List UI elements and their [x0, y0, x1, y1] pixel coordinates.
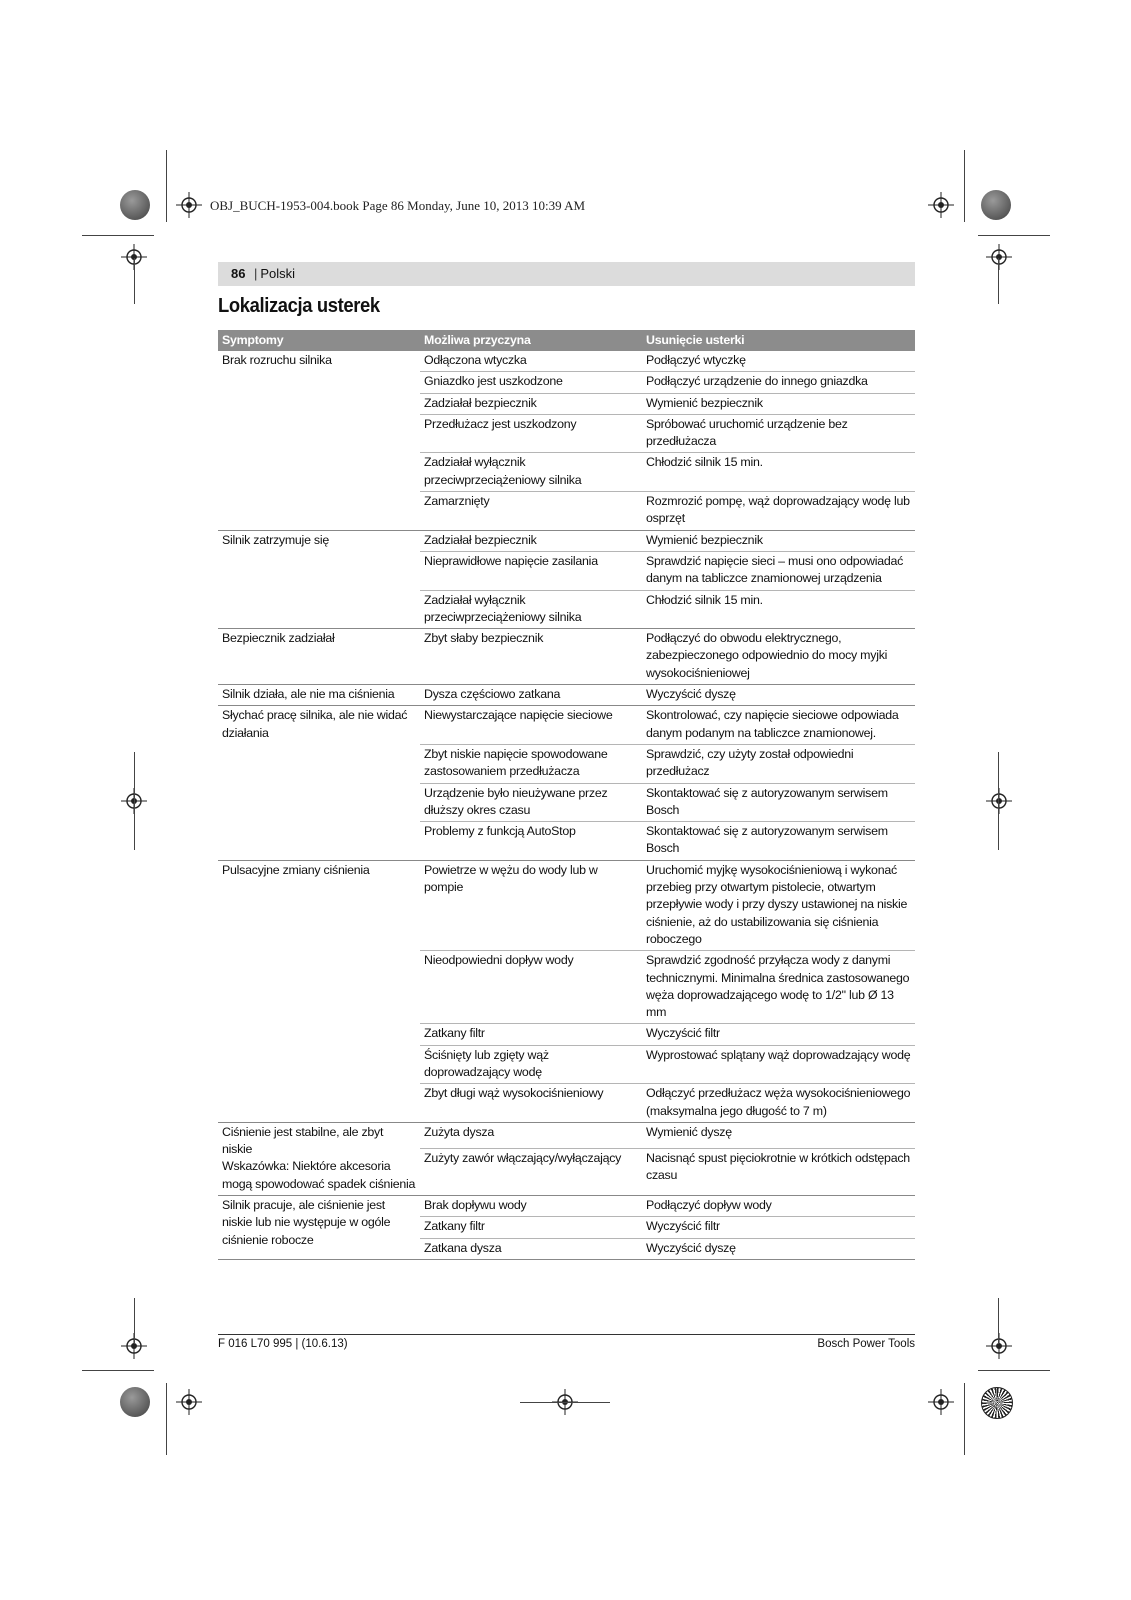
remedy-cell: Skontrolować, czy napięcie sieciowe odpowiada danym podanym na tabliczce znamionowej.: [642, 706, 915, 745]
symptom-text: Brak rozruchu silnika: [222, 353, 332, 367]
remedy-cell: Sprawdzić zgodność przyłącza wody z danymi technicznymi. Minimalna średnica zastosowanego węża doprowadzającego wodę to 1/2" lub Ø 13 mm: [642, 951, 915, 1024]
table-row: [218, 685, 915, 706]
cause-cell: Zamarznięty: [420, 492, 642, 531]
symptom-text: Silnik zatrzymuje się: [222, 532, 329, 547]
cause-cell: Zbyt niskie napięcie spowodowane zastosowaniem przedłużacza: [420, 744, 642, 783]
page-header-band: [218, 262, 915, 286]
cause-cell: Nieprawidłowe napięcie zasilania: [420, 551, 642, 590]
page-number: 86: [231, 266, 246, 281]
symptom-text: Pulsacyjne zmiany ciśnienia: [222, 862, 370, 877]
remedy-cell: Podłączyć urządzenie do innego gniazdka: [642, 372, 915, 393]
table-row: [218, 530, 915, 551]
remedy-cell: Wyczyścić dyszę: [642, 685, 915, 706]
table-row: [218, 351, 915, 372]
symptom-cell: [218, 685, 420, 706]
cause-cell: Zatkany filtr: [420, 1217, 642, 1238]
remedy-cell: Wymienić bezpiecznik: [642, 393, 915, 414]
color-ball-icon: [120, 190, 150, 220]
table-body: [218, 351, 915, 1259]
color-ball-icon: [120, 1387, 150, 1417]
cause-cell: Ściśnięty lub zgięty wąż doprowadzający wodę: [420, 1045, 642, 1084]
remedy-cell: Podłączyć dopływ wody: [642, 1196, 915, 1217]
cause-cell: Zadziałał bezpiecznik: [420, 393, 642, 414]
remedy-cell: Wymienić dyszę: [642, 1122, 915, 1148]
cause-cell: Zbyt długi wąż wysokociśnieniowy: [420, 1084, 642, 1123]
cause-cell: Zatkany filtr: [420, 1024, 642, 1045]
column-header-cause: Możliwa przyczyna: [420, 330, 642, 351]
symptom-cell: [218, 706, 420, 860]
remedy-cell: Podłączyć do obwodu elektrycznego, zabezpieczonego odpowiednio do mocy myjki wysokociśnieniowej: [642, 629, 915, 685]
print-info: OBJ_BUCH-1953-004.book Page 86 Monday, June 10, 2013 10:39 AM: [210, 198, 586, 213]
cause-cell: Dysza częściowo zatkana: [420, 685, 642, 706]
remedy-cell: Wymienić bezpiecznik: [642, 530, 915, 551]
remedy-cell: Podłączyć wtyczkę: [642, 351, 915, 372]
color-ball-icon: [981, 190, 1011, 220]
cause-cell: Urządzenie było nieużywane przez dłuższy okres czasu: [420, 783, 642, 822]
registration-mark-icon: [176, 1389, 202, 1415]
table-row: [218, 1122, 915, 1148]
symptom-cell: [218, 1196, 420, 1260]
remedy-cell: Chłodzić silnik 15 min.: [642, 590, 915, 629]
cause-cell: Zbyt słaby bezpiecznik: [420, 629, 642, 685]
symptom-text: Bezpiecznik zadziałał: [222, 631, 335, 646]
page-title: Lokalizacja usterek: [218, 295, 380, 317]
remedy-cell: Sprawdzić napięcie sieci – musi ono odpowiadać danym na tabliczce znamionowej urządzenia: [642, 551, 915, 590]
remedy-cell: Odłączyć przedłużacz węża wysokociśnieniowego (maksymalna jego długość to 7 m): [642, 1084, 915, 1123]
remedy-cell: Chłodzić silnik 15 min.: [642, 453, 915, 492]
footer-rule: [218, 1334, 915, 1335]
registration-mark-icon: [986, 244, 1012, 270]
remedy-cell: Wyczyścić filtr: [642, 1217, 915, 1238]
cause-cell: Zadziałał wyłącznik przeciwprzeciążeniowy silnika: [420, 590, 642, 629]
registration-mark-icon: [176, 192, 202, 218]
cause-cell: Przedłużacz jest uszkodzony: [420, 414, 642, 453]
cause-cell: Odłączona wtyczka: [420, 351, 642, 372]
footer-doc-number: F 016 L70 995 | (10.6.13): [218, 1338, 348, 1350]
remedy-cell: Uruchomić myjkę wysokociśnieniową i wykonać przebieg przy otwartym pistolecie, otwartym przepływie wody i przy dyszy ustawionej na niskie ciśnienie, aż do ustabilizowania się ciśnienia roboczego: [642, 860, 915, 950]
cause-cell: Niewystarczające napięcie sieciowe: [420, 706, 642, 745]
symptom-text: Silnik działa, ale nie ma ciśnienia: [222, 687, 395, 702]
cause-cell: Problemy z funkcją AutoStop: [420, 822, 642, 861]
cause-cell: Zużyty zawór włączający/wyłączający: [420, 1148, 642, 1195]
remedy-cell: Wyprostować splątany wąż doprowadzający wodę: [642, 1045, 915, 1084]
remedy-cell: Wyczyścić filtr: [642, 1024, 915, 1045]
registration-mark-icon: [928, 192, 954, 218]
starburst-target-icon: [981, 1387, 1013, 1419]
symptom-text: Silnik pracuje, ale ciśnienie jest niskie lub nie występuje w ogóle ciśnienie robocze: [222, 1198, 391, 1247]
remedy-cell: Sprawdzić, czy użyty został odpowiedni przedłużacz: [642, 744, 915, 783]
cause-cell: Zużyta dysza: [420, 1122, 642, 1148]
registration-mark-icon: [986, 788, 1012, 814]
remedy-cell: Spróbować uruchomić urządzenie bez przedłużacza: [642, 414, 915, 453]
symptom-cell: [218, 860, 420, 1122]
cause-cell: Gniazdko jest uszkodzone: [420, 372, 642, 393]
cause-cell: Brak dopływu wody: [420, 1196, 642, 1217]
symptom-text: Wskazówka: Niektóre akcesoria mogą spowodować spadek ciśnienia: [222, 1159, 416, 1191]
cause-cell: Zatkana dysza: [420, 1238, 642, 1259]
remedy-cell: Nacisnąć spust pięciokrotnie w krótkich odstępach czasu: [642, 1148, 915, 1195]
symptom-cell: [218, 351, 420, 530]
symptom-text: Słychać pracę silnika, ale nie widać działania: [222, 708, 408, 740]
registration-mark-icon: [986, 1333, 1012, 1359]
remedy-cell: Skontaktować się z autoryzowanym serwisem Bosch: [642, 822, 915, 861]
section-language: | Polski: [254, 266, 295, 281]
cause-cell: Zadziałał wyłącznik przeciwprzeciążeniowy silnika: [420, 453, 642, 492]
symptom-cell: [218, 530, 420, 628]
symptom-cell: [218, 1122, 420, 1195]
remedy-cell: Rozmrozić pompę, wąż doprowadzający wodę lub osprzęt: [642, 492, 915, 531]
cause-cell: Nieodpowiedni dopływ wody: [420, 951, 642, 1024]
remedy-cell: Wyczyścić dyszę: [642, 1238, 915, 1259]
cause-cell: Zadziałał bezpiecznik: [420, 530, 642, 551]
registration-mark-icon: [928, 1389, 954, 1415]
troubleshooting-table: [218, 330, 915, 1260]
remedy-cell: Skontaktować się z autoryzowanym serwisem Bosch: [642, 783, 915, 822]
table-row: [218, 860, 915, 950]
column-header-remedy: Usunięcie usterki: [642, 330, 915, 351]
symptom-text: Ciśnienie jest stabilne, ale zbyt niskie: [222, 1124, 384, 1157]
footer-brand: Bosch Power Tools: [817, 1338, 915, 1350]
table-header-row: [218, 330, 915, 351]
cause-cell: Powietrze w wężu do wody lub w pompie: [420, 860, 642, 950]
table-row: [218, 1196, 915, 1217]
table-row: [218, 629, 915, 685]
symptom-cell: [218, 629, 420, 685]
column-header-symptoms: Symptomy: [218, 330, 420, 351]
table-row: [218, 706, 915, 745]
